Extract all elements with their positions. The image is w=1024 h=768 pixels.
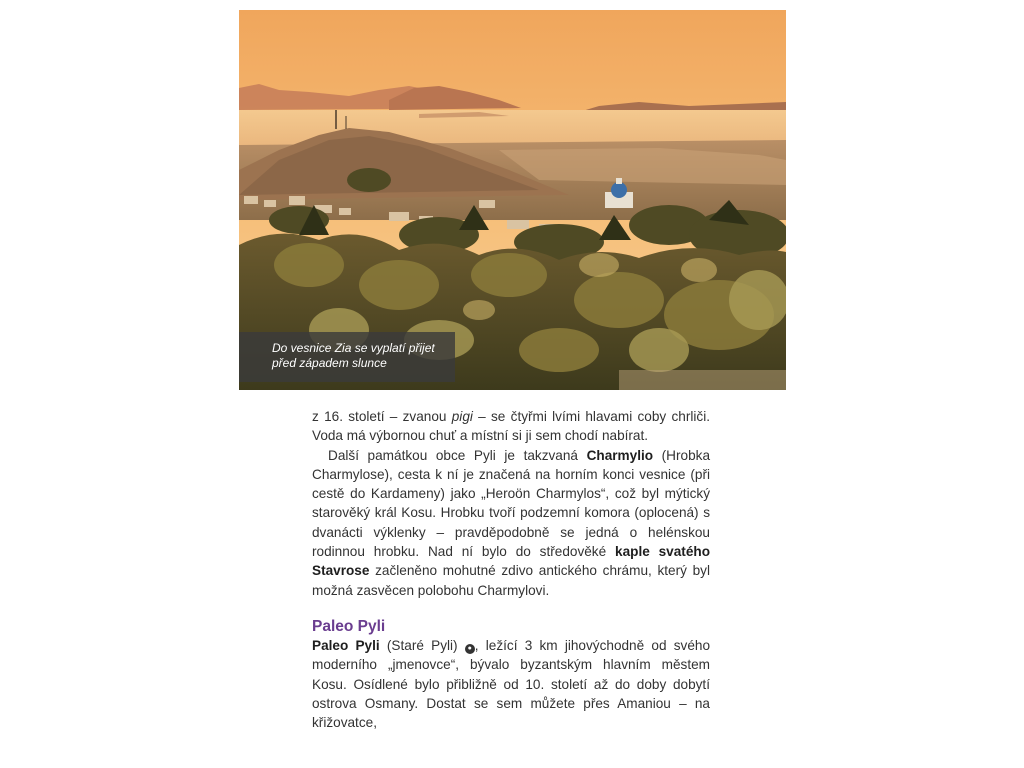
paragraph-charmylio — [312, 446, 710, 600]
caption-line-1: Do vesnice Zia se vyplatí přijet — [272, 341, 435, 355]
paragraph-fountain — [312, 407, 710, 446]
paragraph-text: začleněno mohutné zdivo antického chrámu, který byl možná zasvěcen polobohu Charmylovi. — [312, 563, 710, 598]
map-marker-icon: ● — [465, 644, 475, 654]
paragraph-text: (Staré Pyli) — [379, 637, 465, 653]
caption-line-2: před západem slunce — [272, 356, 387, 370]
bold-term-charmylio: Charmylio — [586, 447, 654, 463]
landscape-photo — [239, 10, 786, 390]
bold-term-chapel: kaple svatého Stavrose — [312, 544, 710, 579]
bold-term-paleo-pyli: Paleo Pyli — [312, 637, 380, 653]
paragraph-text: z 16. století – zvanou — [312, 409, 452, 424]
article-body — [312, 407, 710, 732]
section-heading: Paleo Pyli — [312, 617, 386, 635]
paragraph-text: (Hrobka Charmylose), cesta k ní je značená na horním konci vesnice (při cestě do Kardameny) jako „Heroön Charmylos“, což byl mýtický starověký král Kosu. Hrobku tvoří podzemní komora (oplocená) s dvanácti výklenky – pravděpodobně se jedná o helénskou rodinnou hrobku. Nad ní bylo do středověké — [312, 447, 710, 560]
italic-term: pigi — [451, 409, 473, 424]
photo-caption — [239, 332, 455, 382]
paragraph-text: , ležící 3 km jihovýchodně od svého moderního „jmenovce“, bývalo byzantským hlavním městem Kosu. Osídlené bylo přibližně od 10. století až do doby dobytí ostrova Osmany. Dostat se sem můžete přes Amaniou – na křižovatce, — [312, 637, 711, 731]
paragraph-text: – se čtyřmi lvími hlavami coby chrliči. Voda má výbornou chuť a místní si ji sem chodí nabírat. — [312, 409, 710, 444]
paragraph-text: Další památkou obce Pyli je takzvaná — [328, 447, 587, 463]
paragraph-paleo-pyli — [312, 636, 710, 732]
